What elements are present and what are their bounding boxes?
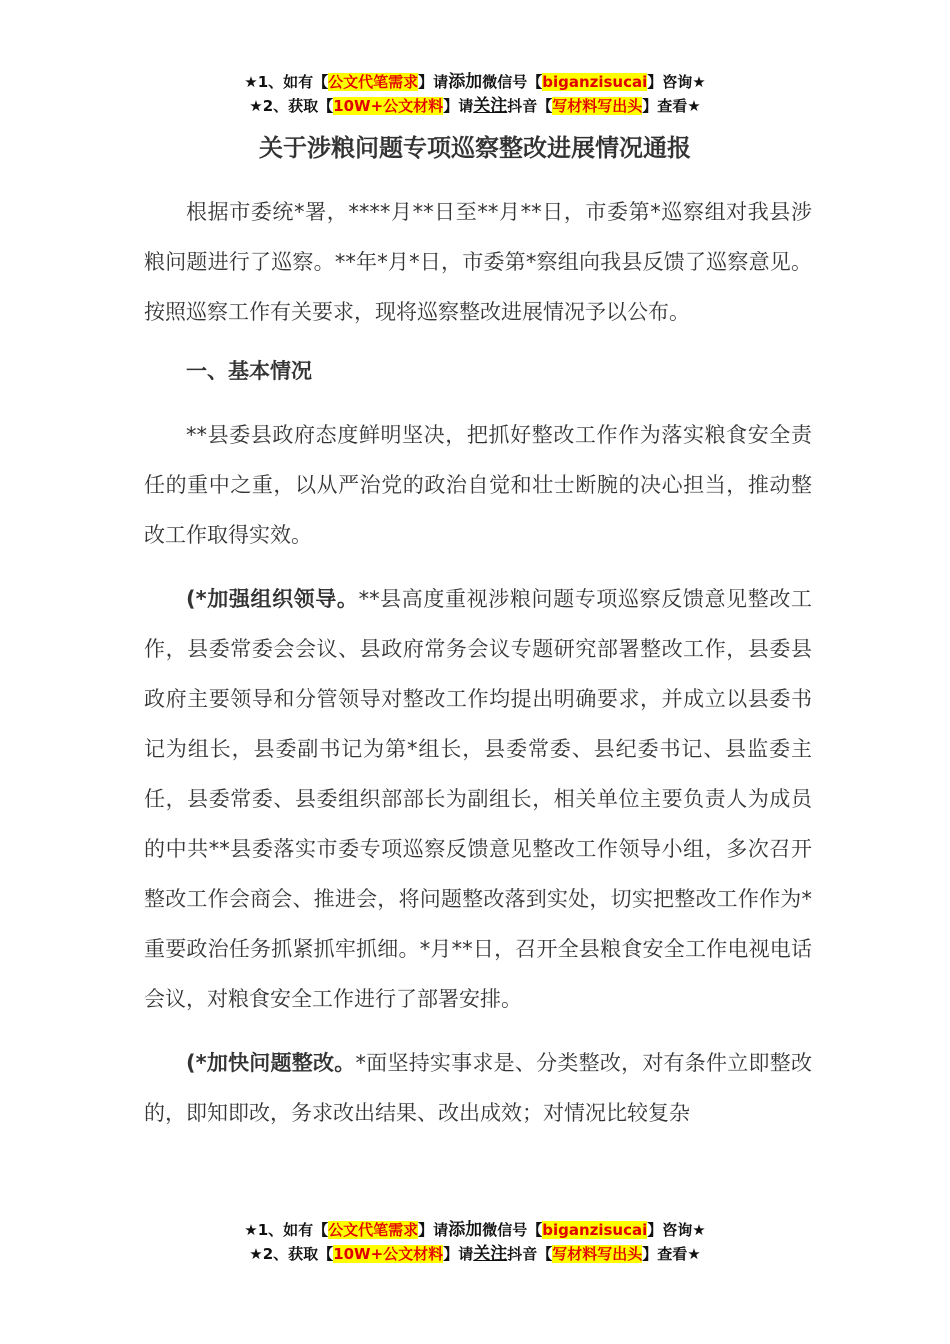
header-banner	[0, 70, 950, 118]
banner-highlight: 写材料写出头	[552, 97, 643, 115]
paragraph-lead: (*加强组织领导。	[186, 587, 359, 611]
banner-text: 】咨询★	[647, 73, 706, 91]
banner-text: ★2、获取【	[249, 1245, 334, 1263]
paragraph-intro: 根据市委统*署，****月**日至**月**日，市委第*巡察组对我县涉粮问题进行了巡察。**年*月*日，市委第*察组向我县反馈了巡察意见。按照巡察工作有关要求，现将巡察整改进展情况予以公布。	[144, 200, 812, 324]
banner-highlight: 写材料写出头	[552, 1245, 643, 1263]
footer-banner	[0, 1218, 950, 1266]
banner-text: 关注	[473, 96, 508, 116]
banner-text: 】请	[443, 1245, 474, 1263]
banner-wechat-id: biganzisucai	[542, 1221, 648, 1239]
banner-text: 添加	[448, 1220, 483, 1240]
banner-highlight: 公文代笔需求	[328, 73, 419, 91]
banner-text: 微信号【	[482, 73, 543, 91]
paragraph-basic: **县委县政府态度鲜明坚决，把抓好整改工作作为落实粮食安全责任的重中之重，以从严治党的政治自觉和壮士断腕的决心担当，推动整改工作取得实效。	[144, 423, 812, 547]
paragraph-lead: (*加快问题整改。	[186, 1051, 356, 1075]
paragraph-text: **县高度重视涉粮问题专项巡察反馈意见整改工作，县委常委会会议、县政府常务会议专题研究部署整改工作，县委县政府主要领导和分管领导对整改工作均提出明确要求，并成立以县委书记为组长，县委副书记为第*组长，县委常委、县纪委书记、县监委主任，县委常委、县委组织部部长为副组长，相关单位主要负责人为成员的中共**县委落实市委专项巡察反馈意见整改工作领导小组，多次召开整改工作会商会、推进会，将问题整改落到实处，切实把整改工作作为*重要政治任务抓紧抓牢抓细。*月**日，召开全县粮食安全工作电视电话会议，对粮食安全工作进行了部署安排。	[144, 587, 812, 1011]
banner-text: ★2、获取【	[249, 97, 334, 115]
banner-highlight: 公文代笔需求	[328, 1221, 419, 1239]
banner-text: 抖音【	[507, 1245, 553, 1263]
paragraph-organization	[144, 574, 812, 1024]
banner-text: 添加	[448, 72, 483, 92]
banner-wechat-id: biganzisucai	[542, 73, 648, 91]
paragraph-rectification	[144, 1038, 812, 1138]
banner-text: 微信号【	[482, 1221, 543, 1239]
paragraph-text: *面坚持实事求是、分类整改，对有条件立即整改的，即知即改，务求改出结果、改出成效；对情况比较复杂	[144, 1051, 812, 1125]
banner-line-2	[0, 1242, 950, 1266]
banner-text: 】咨询★	[647, 1221, 706, 1239]
banner-line-1	[0, 1218, 950, 1242]
banner-highlight: 10W+公文材料	[333, 1245, 444, 1263]
document-title: 关于涉粮问题专项巡察整改进展情况通报	[259, 134, 691, 162]
banner-text: 关注	[473, 1244, 508, 1264]
banner-line-2	[0, 94, 950, 118]
banner-line-1	[0, 70, 950, 94]
document-body	[144, 187, 812, 1138]
banner-text: ★1、如有【	[244, 1221, 329, 1239]
banner-text: 抖音【	[507, 97, 553, 115]
banner-text: 】请	[443, 97, 474, 115]
section-heading: 一、基本情况	[186, 359, 312, 383]
banner-text: 】请	[418, 73, 449, 91]
banner-highlight: 10W+公文材料	[333, 97, 444, 115]
banner-text: 】查看★	[642, 1245, 701, 1263]
banner-text: ★1、如有【	[244, 73, 329, 91]
banner-text: 】查看★	[642, 97, 701, 115]
banner-text: 】请	[418, 1221, 449, 1239]
